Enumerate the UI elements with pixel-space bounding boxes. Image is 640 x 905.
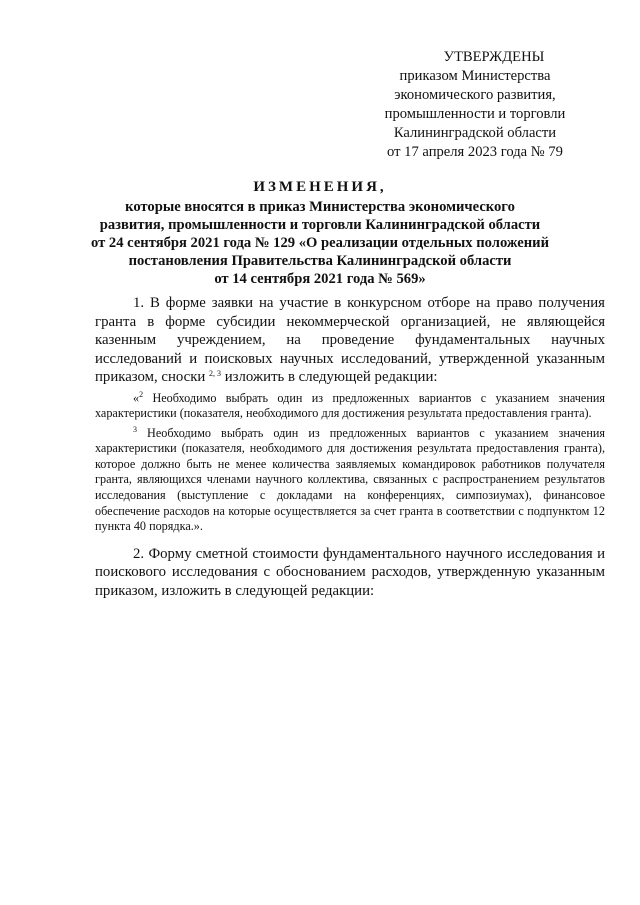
- title-line: от 24 сентября 2021 года № 129 «О реализации отдельных положений: [91, 235, 549, 251]
- footnote-3-text: Необходимо выбрать один из предложенных вариантов с указанием значения характеристики (показателя, необходимого для достижения результата предоставления гранта), которое должно быть не менее количества заявляемых командировок работников получателя гранта, являющихся членами научного коллектива, связанных с распространением результатов исследования (выступление с докладами на конференциях, симпозиумах), финансовое обеспечение расходов на которые осуществляется за счет гранта в соответствии с подпунктом 12 пункта 40 порядка.».: [95, 425, 605, 534]
- footnote-3-marker: 3: [133, 424, 137, 434]
- document-title: [40, 177, 600, 288]
- document-body: [95, 294, 605, 600]
- title-line: которые вносятся в приказ Министерства экономического: [125, 199, 515, 215]
- footnote-3: [95, 426, 605, 535]
- item-1-footnote-ref: 2, 3: [209, 369, 222, 378]
- approval-line: экономического развития,: [394, 87, 556, 103]
- approval-line: промышленности и торговли: [384, 106, 566, 122]
- title-line: развития, промышленности и торговли Калининградской области: [99, 217, 541, 233]
- title-line: постановления Правительства Калининградской области: [128, 253, 512, 269]
- approval-heading: УТВЕРЖДЕНЫ: [443, 49, 545, 65]
- open-quote: «: [133, 390, 140, 405]
- item-1-text-a: 1. В форме заявки на участие в конкурсном отборе на право получения гранта в форме субсидии некоммерческой организацией, не являющейся казенным учреждением, на проведение фундаментальных научных исследований и поисковых научных исследований, утвержденной указанным приказом, сноски: [95, 295, 605, 385]
- approval-block: [345, 48, 605, 162]
- approval-line: от 17 апреля 2023 года № 79: [387, 144, 563, 160]
- footnote-2: [95, 391, 605, 422]
- approval-line: приказом Министерства: [399, 68, 551, 84]
- footnote-2-marker: 2: [139, 389, 144, 399]
- footnote-2-text: Необходимо выбрать один из предложенных вариантов с указанием значения характеристики (показателя, необходимого для достижения результата предоставления гранта).: [95, 390, 605, 421]
- footnotes-block: [95, 391, 605, 535]
- item-2-paragraph: 2. Форму сметной стоимости фундаментального научного исследования и поискового исследования с обоснованием расходов, утвержденную указанным приказом, изложить в следующей редакции:: [95, 545, 605, 599]
- title-caps: ИЗМЕНЕНИЯ,: [253, 179, 387, 195]
- title-line: от 14 сентября 2021 года № 569»: [214, 271, 426, 287]
- approval-line: Калининградской области: [393, 125, 557, 141]
- item-1-paragraph: [95, 294, 605, 387]
- item-1-text-b: изложить в следующей редакции:: [221, 369, 438, 385]
